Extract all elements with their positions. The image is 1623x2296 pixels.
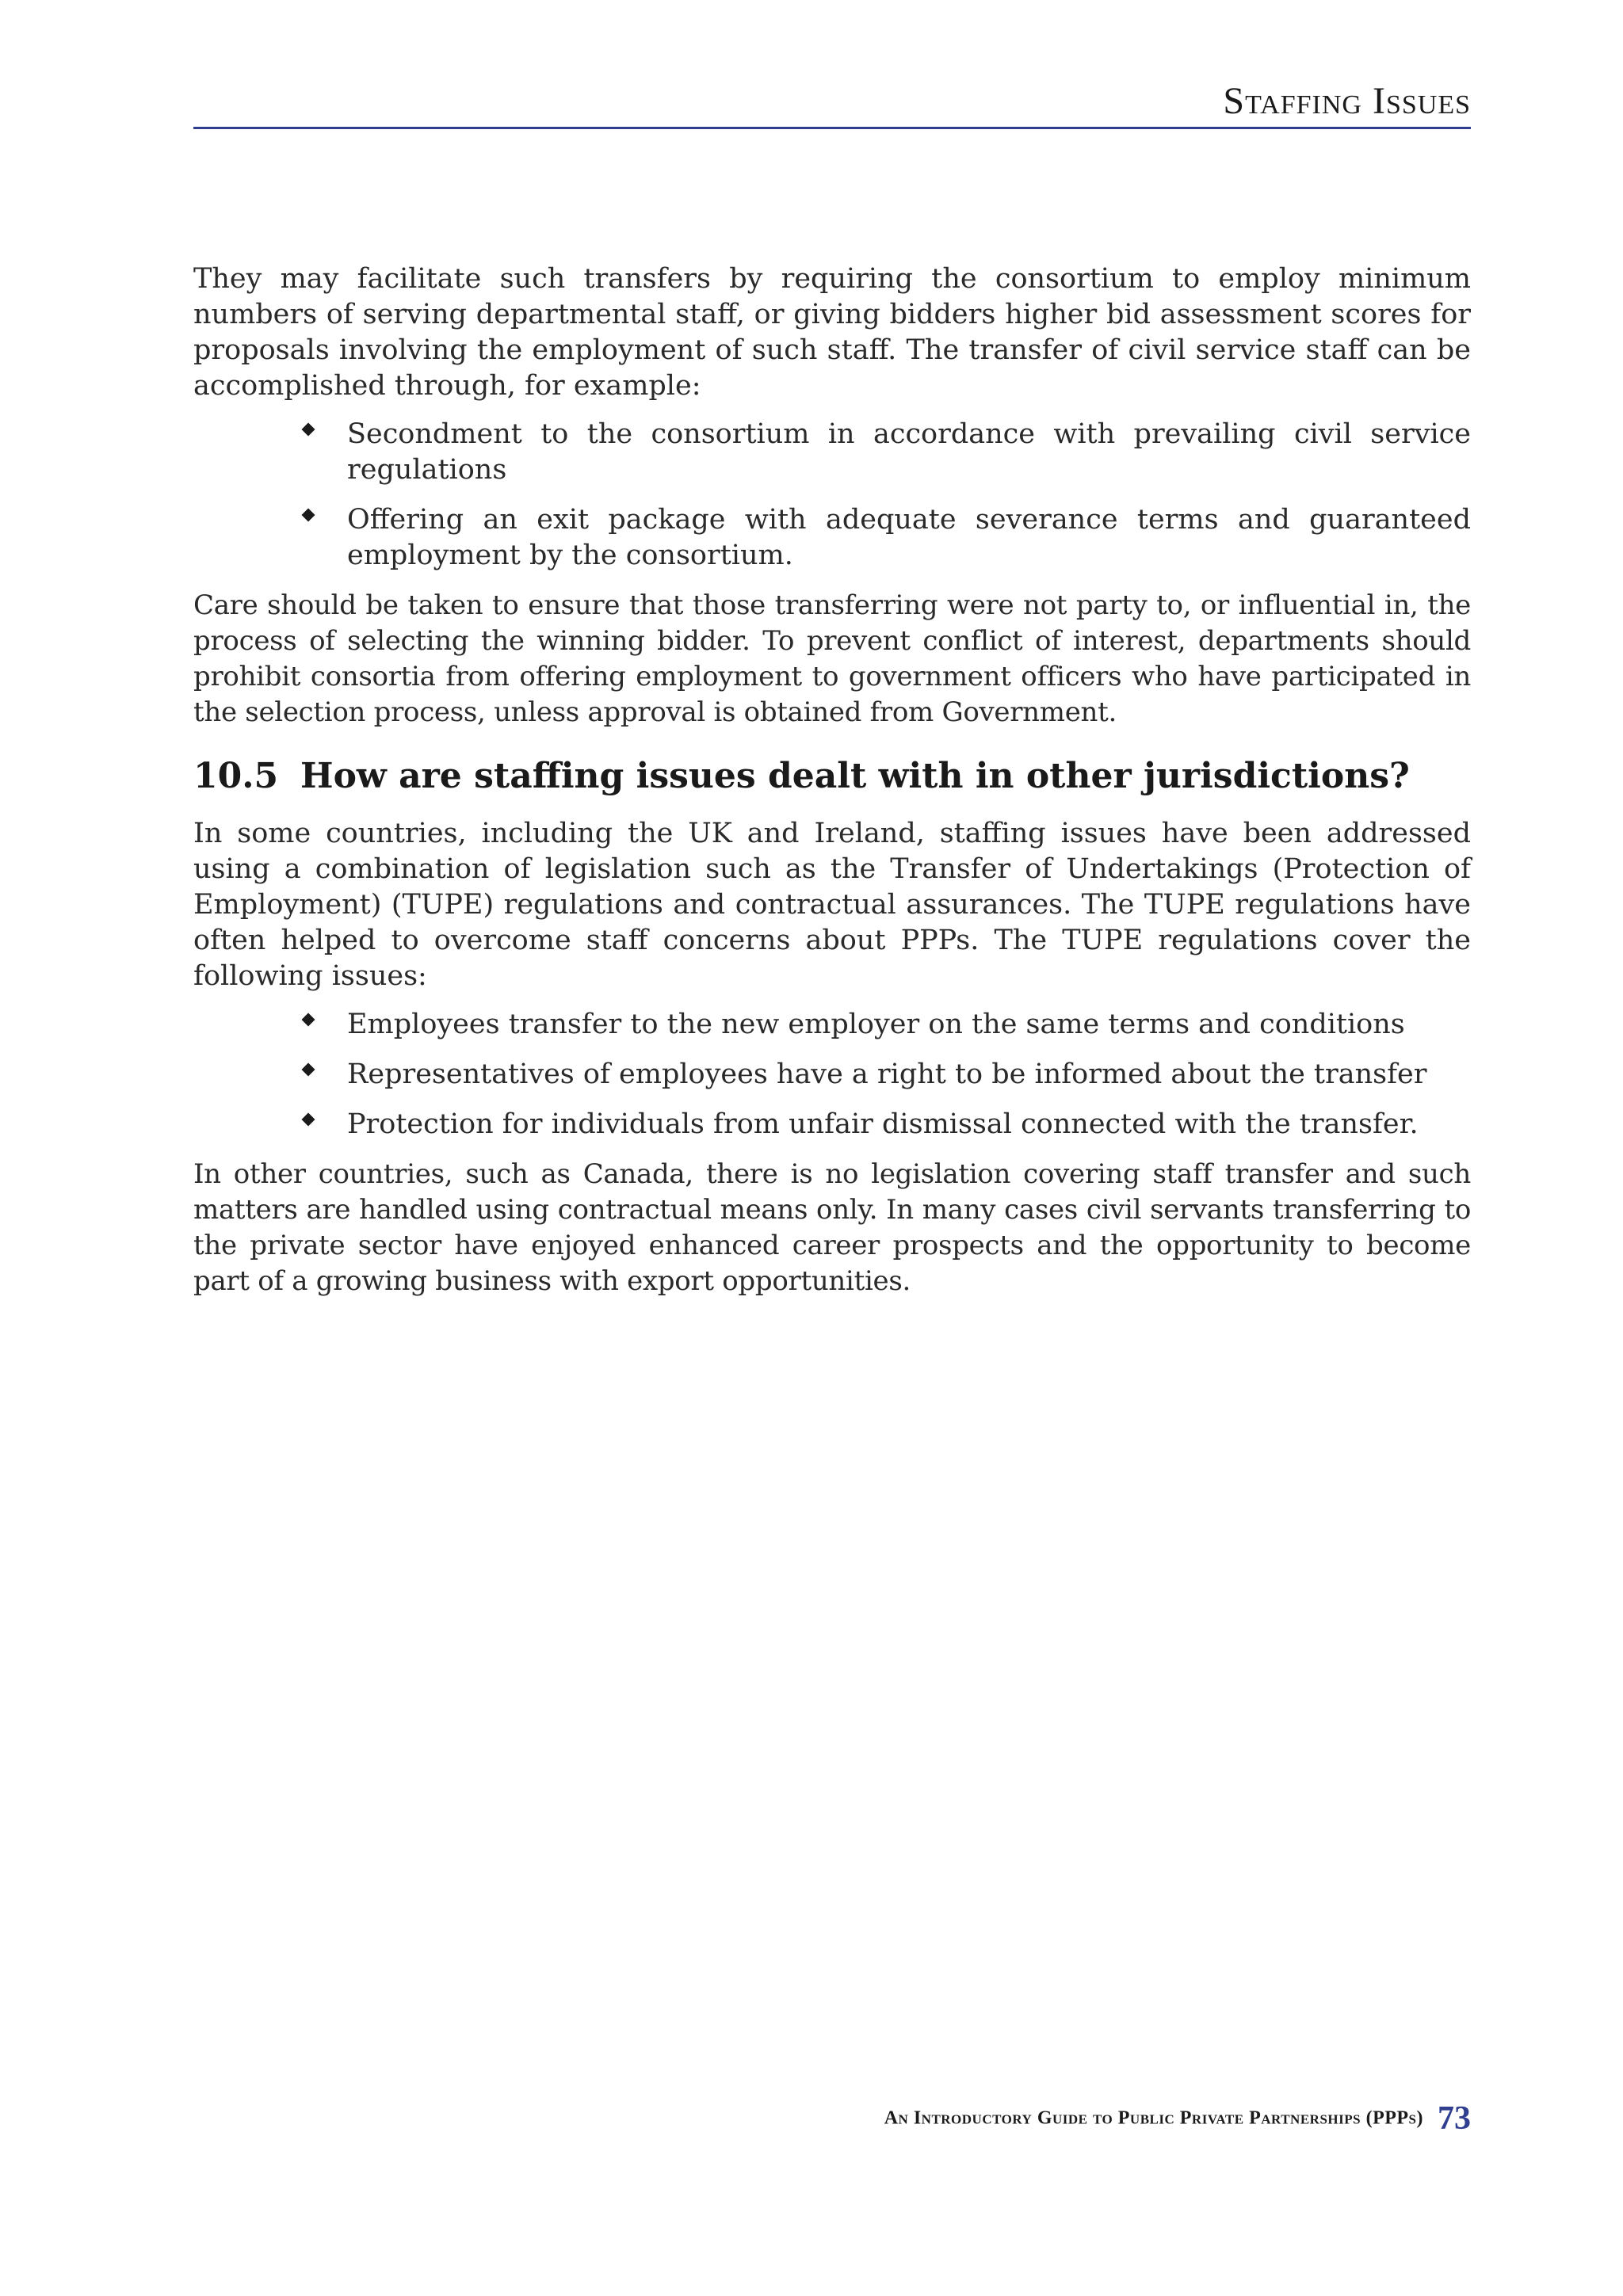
list-item [347, 1007, 1471, 1043]
bullet-list-transfer-methods [193, 417, 1471, 574]
list-item-text: Representatives of employees have a right to be informed about the transfer [347, 1058, 1427, 1090]
list-item-text: Employees transfer to the new employer on the same terms and conditions [347, 1009, 1405, 1040]
section-number: 10.5 [193, 756, 279, 796]
list-item [347, 502, 1471, 574]
list-item [347, 417, 1471, 488]
diamond-bullet-icon [302, 509, 315, 522]
paragraph-transfers: They may facilitate such transfers by requiring the consortium to employ minimum numbers of serving departmental staff, or giving bidders higher bid assessment scores for proposals involving the employment of such staff. The transfer of civil service staff can be accomplished through, for example: [193, 263, 1471, 402]
header-rule [193, 127, 1471, 129]
paragraph-tupe: In some countries, including the UK and Ireland, staffing issues have been addressed using a combination of legislation such as the Transfer of Undertakings (Protection of Employment) (TUPE) regulations and contractual assurances. The TUPE regulations have often helped to overcome staff concerns about PPPs. The TUPE regulations cover the following issues: [193, 818, 1471, 992]
section-title: How are staffing issues dealt with in other jurisdictions? [300, 756, 1410, 796]
diamond-bullet-icon [302, 1113, 315, 1127]
list-item [347, 1107, 1471, 1142]
list-item-text: Secondment to the consortium in accordance with prevailing civil service regulations [347, 418, 1471, 486]
list-item-text: Offering an exit package with adequate severance terms and guaranteed employment by the consortium. [347, 504, 1471, 571]
paragraph-canada: In other countries, such as Canada, there is no legislation covering staff transfer and such matters are handled using contractual means only. In many cases civil servants transferring to the private sector have enjoyed enhanced career prospects and the opportunity to become part of a growing business with export opportunities. [193, 1158, 1471, 1297]
list-item [347, 1057, 1471, 1093]
running-head-title: Staffing Issues [1223, 80, 1471, 122]
bullet-list-tupe-issues [193, 1007, 1471, 1142]
list-item-text: Protection for individuals from unfair dismissal connected with the transfer. [347, 1108, 1419, 1140]
page-number: 73 [1438, 2100, 1471, 2137]
page-content [193, 261, 1471, 1312]
paragraph-conflict-of-interest: Care should be taken to ensure that those transferring were not party to, or influential in, the process of selecting the winning bidder. To prevent conflict of interest, departments should prohibit consortia from offering employment to government officers who have participated in the selection process, unless approval is obtained from Government. [193, 589, 1471, 728]
section-heading [193, 754, 1471, 799]
footer-title: An Introductory Guide to Public Private Partnerships (PPPs) [884, 2107, 1423, 2129]
diamond-bullet-icon [302, 1063, 315, 1077]
page-footer [193, 2100, 1471, 2138]
diamond-bullet-icon [302, 1013, 315, 1027]
diamond-bullet-icon [302, 423, 315, 437]
